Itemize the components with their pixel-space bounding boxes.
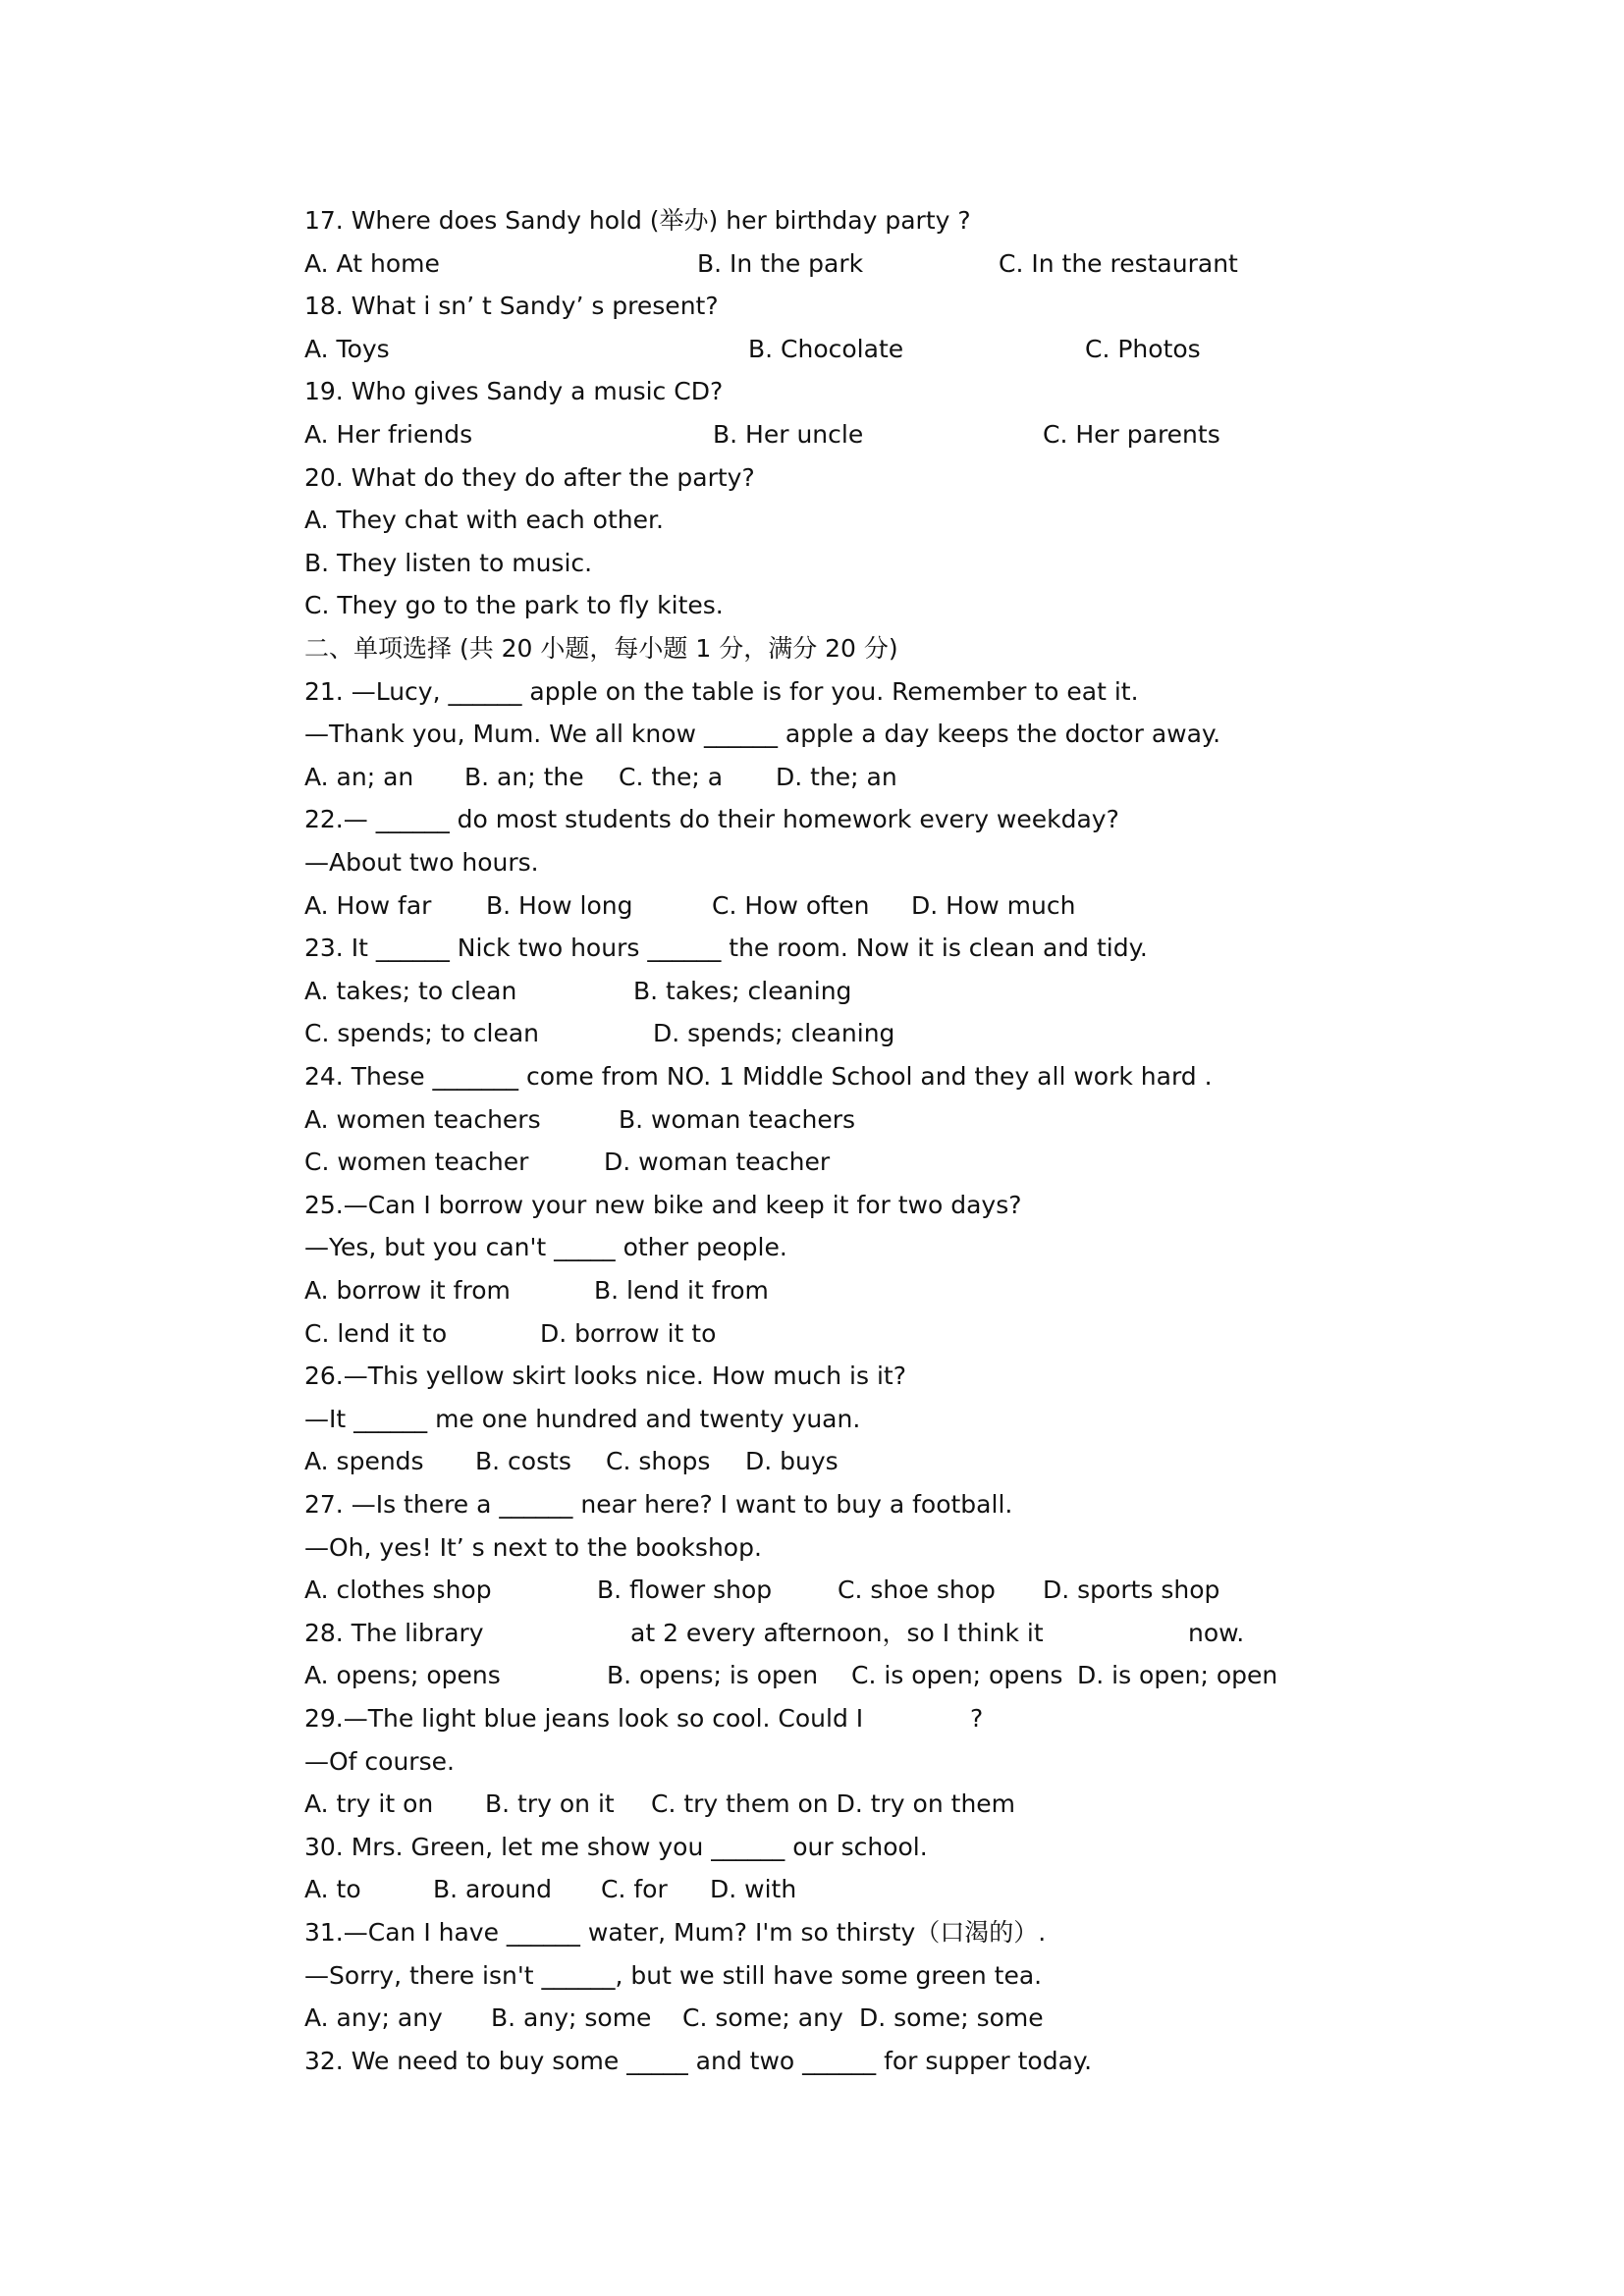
options-line xyxy=(304,334,1384,365)
options-line xyxy=(304,1660,1384,1691)
answer-option: A. an; an xyxy=(304,762,414,791)
option-line: C. They go to the park to fly kites. xyxy=(304,591,724,620)
question-line: 32. We need to buy some _____ and two ______ for supper today. xyxy=(304,2046,1093,2075)
options-line xyxy=(304,1789,1384,1820)
options-line xyxy=(304,1147,1384,1178)
options-line xyxy=(304,1874,1384,1905)
answer-option: B. costs xyxy=(475,1447,571,1476)
answer-option: C. for xyxy=(601,1875,668,1904)
answer-option: A. How far xyxy=(304,890,432,920)
answer-option: C. some; any xyxy=(682,2003,843,2033)
answer-option: D. woman teacher xyxy=(604,1148,831,1177)
answer-option: C. Photos xyxy=(1085,334,1201,363)
answer-option: B. any; some xyxy=(491,2003,652,2033)
question-line: 18. What i sn’ t Sandy’ s present? xyxy=(304,292,719,321)
answer-option: A. borrow it from xyxy=(304,1276,511,1305)
answer-option: now. xyxy=(1188,1618,1245,1647)
answer-option: A. to xyxy=(304,1875,361,1904)
question-line: 24. These _______ come from NO. 1 Middle School and they all work hard . xyxy=(304,1062,1213,1091)
answer-option: C. How often xyxy=(712,890,870,920)
answer-option: C. spends; to clean xyxy=(304,1019,540,1048)
answer-option: A. clothes shop xyxy=(304,1575,492,1605)
answer-option: B. an; the xyxy=(464,762,584,791)
dialog-line: —Sorry, there isn't ______, but we still have some green tea. xyxy=(304,1960,1043,1990)
options-line xyxy=(304,1618,1384,1649)
answer-option: 29.—The light blue jeans look so cool. Could I xyxy=(304,1704,864,1733)
dialog-line: —Yes, but you can't _____ other people. xyxy=(304,1233,787,1262)
answer-option: 28. The library xyxy=(304,1618,484,1647)
answer-option: B. woman teachers xyxy=(619,1104,856,1134)
option-line: B. They listen to music. xyxy=(304,548,593,577)
answer-option: D. is open; open xyxy=(1077,1661,1278,1690)
answer-option: A. Toys xyxy=(304,334,390,363)
answer-option: A. opens; opens xyxy=(304,1661,501,1690)
question-line: 30. Mrs. Green, let me show you ______ our school. xyxy=(304,1832,928,1861)
options-line xyxy=(304,976,1384,1007)
answer-option: C. In the restaurant xyxy=(999,248,1238,278)
question-line: 19. Who gives Sandy a music CD? xyxy=(304,377,724,406)
answer-option: C. women teacher xyxy=(304,1148,529,1177)
answer-option: C. Her parents xyxy=(1043,420,1220,449)
answer-option: D. the; an xyxy=(776,762,897,791)
answer-option: B. flower shop xyxy=(597,1575,773,1605)
answer-option: D. buys xyxy=(745,1447,839,1476)
options-line xyxy=(304,1446,1384,1477)
question-line: 27. —Is there a ______ near here? I want to buy a football. xyxy=(304,1490,1013,1519)
options-line xyxy=(304,1275,1384,1307)
answer-option: A. try it on xyxy=(304,1789,434,1819)
options-line xyxy=(304,2002,1384,2034)
answer-option: at 2 every afternoon，so I think it xyxy=(630,1618,1044,1647)
answer-option: C. lend it to xyxy=(304,1318,448,1348)
answer-option: A. At home xyxy=(304,248,440,278)
answer-option: B. lend it from xyxy=(594,1276,769,1305)
answer-option: B. opens; is open xyxy=(607,1661,819,1690)
dialog-line: —About two hours. xyxy=(304,848,539,877)
options-line xyxy=(304,248,1384,280)
answer-option: C. the; a xyxy=(619,762,724,791)
answer-option: C. try them on D. try on them xyxy=(651,1789,1016,1819)
options-line xyxy=(304,1575,1384,1606)
answer-option: D. some; some xyxy=(859,2003,1044,2033)
question-line: 22.— ______ do most students do their homework every weekday? xyxy=(304,805,1119,834)
question-line: 23. It ______ Nick two hours ______ the room. Now it is clean and tidy. xyxy=(304,934,1148,963)
question-line: 17. Where does Sandy hold (举办) her birthday party ? xyxy=(304,206,971,235)
answer-option: ? xyxy=(970,1704,984,1733)
question-line: 25.—Can I borrow your new bike and keep it for two days? xyxy=(304,1190,1022,1219)
answer-option: A. any; any xyxy=(304,2003,443,2033)
answer-option: A. women teachers xyxy=(304,1104,541,1134)
question-line: 21. —Lucy, ______ apple on the table is for you. Remember to eat it. xyxy=(304,676,1139,706)
answer-option: B. around xyxy=(433,1875,552,1904)
options-line xyxy=(304,1104,1384,1136)
answer-option: B. How long xyxy=(486,890,633,920)
options-line xyxy=(304,1703,1384,1735)
options-line xyxy=(304,419,1384,451)
answer-option: A. Her friends xyxy=(304,420,473,449)
answer-option: D. How much xyxy=(911,890,1076,920)
answer-option: B. Her uncle xyxy=(713,420,864,449)
answer-option: C. is open; opens xyxy=(851,1661,1063,1690)
dialog-line: —Oh, yes! It’ s next to the bookshop. xyxy=(304,1532,762,1562)
answer-option: C. shops xyxy=(606,1447,711,1476)
answer-option: D. sports shop xyxy=(1043,1575,1220,1605)
dialog-line: —Thank you, Mum. We all know ______ apple a day keeps the doctor away. xyxy=(304,720,1221,749)
answer-option: C. shoe shop xyxy=(838,1575,996,1605)
answer-option: A. takes; to clean xyxy=(304,976,517,1005)
dialog-line: —It ______ me one hundred and twenty yuan. xyxy=(304,1404,861,1433)
question-line: 26.—This yellow skirt looks nice. How much is it? xyxy=(304,1362,906,1391)
question-line: 31.—Can I have ______ water, Mum? I'm so thirsty（口渴的）. xyxy=(304,1918,1047,1947)
answer-option: D. with xyxy=(710,1875,797,1904)
answer-option: B. Chocolate xyxy=(748,334,904,363)
heading-line: 二、单项选择 (共 20 小题，每小题 1 分，满分 20 分) xyxy=(304,634,898,663)
dialog-line: —Of course. xyxy=(304,1746,455,1776)
question-line: 20. What do they do after the party? xyxy=(304,462,755,492)
options-line xyxy=(304,1318,1384,1350)
answer-option: B. try on it xyxy=(485,1789,615,1819)
answer-option: B. In the park xyxy=(697,248,864,278)
options-line xyxy=(304,1018,1384,1049)
answer-option: D. borrow it to xyxy=(540,1318,717,1348)
answer-option: B. takes; cleaning xyxy=(633,976,852,1005)
options-line xyxy=(304,890,1384,922)
option-line: A. They chat with each other. xyxy=(304,506,664,535)
answer-option: A. spends xyxy=(304,1447,424,1476)
options-line xyxy=(304,762,1384,793)
answer-option: D. spends; cleaning xyxy=(653,1019,895,1048)
